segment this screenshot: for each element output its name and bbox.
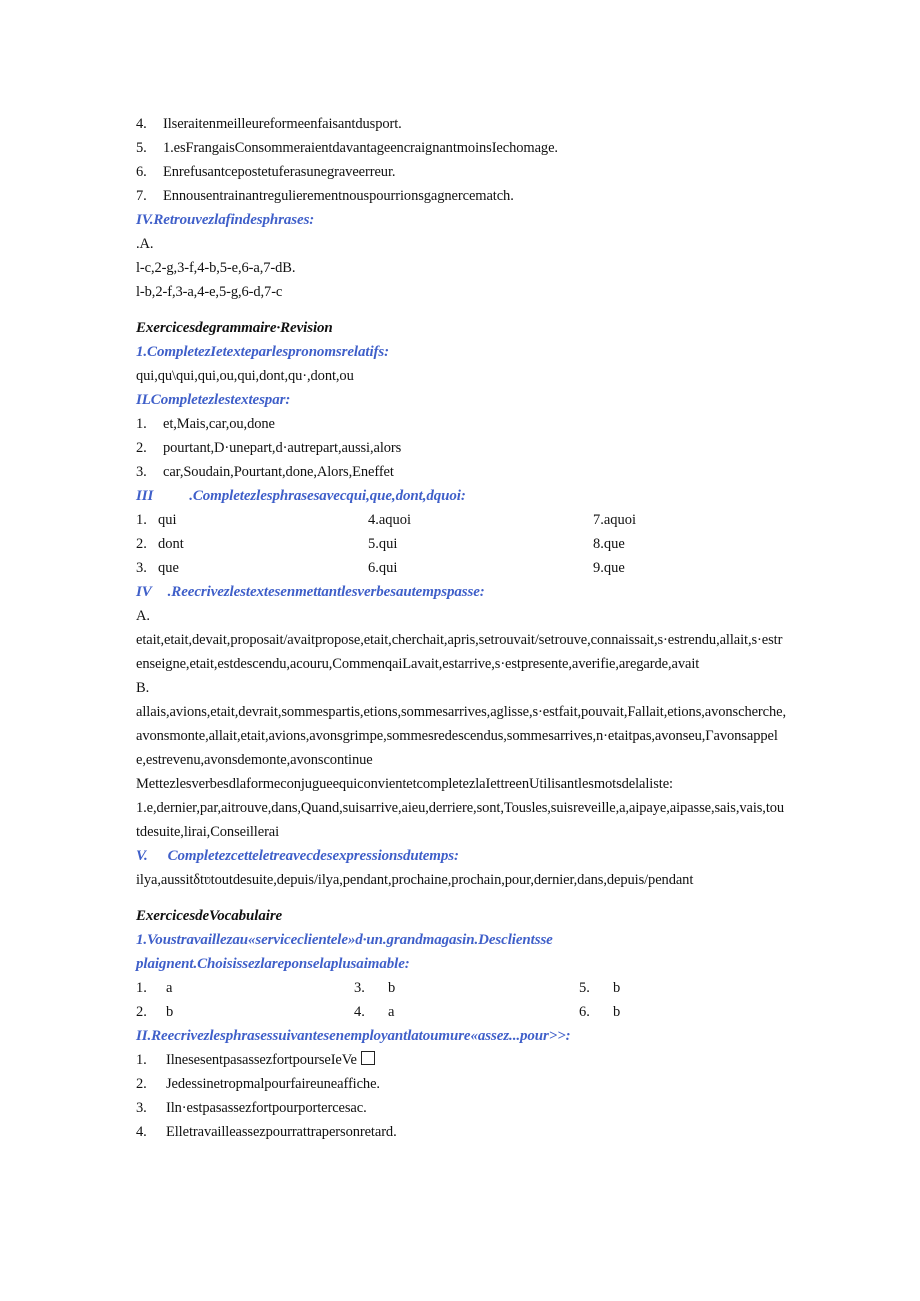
grammar-heading: Exercicesdegrammaire·Revision [136, 320, 333, 336]
list-item: 7. Ennousentrainantregulierementnouspourrionsgagnercematch. [136, 188, 514, 204]
vocab-section-1-title-line2: plaignent.Choisissezlareponselaplusaimable: [136, 956, 410, 972]
answer-line: l-b,2-f,3-a,4-e,5-g,6-d,7-c [136, 284, 283, 300]
grammar-section-2-title: ILCompletezlestextespar: [136, 392, 291, 408]
vocabulary-heading: ExercicesdeVocabulaire [136, 908, 283, 924]
answer-line: .A. [136, 236, 154, 252]
answer-grid-row: 2. dont 5.qui 8.que [136, 536, 625, 552]
list-item: 6. Enrefusantcepostetuferasunegraveerreur. [136, 164, 396, 180]
grammar-section-3-title: III .Completezlesphrasesavecqui,que,dont,dquoi: [136, 488, 466, 504]
part-label: B. [136, 680, 150, 696]
document-content [136, 112, 786, 1144]
list-item: 4. Elletravailleassezpourrattrapersonretard. [136, 1124, 397, 1140]
paragraph-answer-a: etait,etait,devait,proposait/avaitpropose,etait,cherchait,apris,setrouvait/setrouve,connaissait,s·estrendu,allait,s·estrenseigne,etait,estdescendu,acouru,CommenqaiLavait,estarrive,s·estpresente,averifie,aregarde,avait [136, 632, 783, 672]
list-item: 2. pourtant,D·unepart,d·autrepart,aussi,alors [136, 440, 402, 456]
paragraph-answer-b: allais,avions,etait,devrait,sommespartis,etions,sommesarrives,aglisse,s·estfait,pouvait,Fallait,etions,avonscherche,avonsmonte,allait,etait,avions,avonsgrimpe,sommesredescendus,sommesarrives,n·etaitpas,avonseu,Γavonsappele,estrevenu,avonsdemonte,avonscontinue [136, 704, 786, 768]
list-item: 2. Jedessinetropmalpourfaireuneaffiche. [136, 1076, 380, 1092]
grammar-section-5-title: V. Completezcetteletreavecdesexpressionsdutemps: [136, 848, 459, 864]
instruction-line: MettezlesverbesdlaformeconjugueequiconvientetcompletezlaIettreenUtilisantlesmotsdelaliste: [136, 776, 673, 792]
section-title-iv: IV.Retrouvezlafindesphrases: [136, 212, 315, 228]
answer-grid-row: 1. a 3. b 5. b [136, 980, 621, 996]
list-item: 3. car,Soudain,Pourtant,done,Alors,Eneffet [136, 464, 394, 480]
answer-grid-row: 1. qui 4.aquoi 7.aquoi [136, 512, 637, 528]
part-label: A. [136, 608, 150, 624]
list-item: 1. et,Mais,car,ou,done [136, 416, 275, 432]
answer-line: l-c,2-g,3-f,4-b,5-e,6-a,7-dB. [136, 260, 296, 276]
grammar-section-4-title: IV .Reecrivezlestextesenmettantlesverbesautempspasse: [136, 584, 485, 600]
grammar-section-1-answer: qui,qu\qui,qui,ou,qui,dont,qu·,dont,ou [136, 368, 354, 384]
list-item: 5. 1.esFrangaisConsommeraientdavantageencraignantmoinsIechomage. [136, 140, 558, 156]
list-item: 3. Iln·estpasassezfortpourportercesac. [136, 1100, 367, 1116]
answer-grid-row: 2. b 4. a 6. b [136, 1004, 621, 1020]
vocab-section-2-title: II.Reecrivezlesphrasessuivantesenemployantlatoumure«assez...pour>>: [136, 1028, 571, 1044]
grammar-section-1-title: 1.CompletezIetexteparlespronomsrelatifs: [136, 344, 390, 360]
list-item: 4. Ilseraitenmeilleureformeenfaisantdusport. [136, 116, 402, 132]
answer-grid-row: 3. que 6.qui 9.que [136, 560, 625, 576]
paragraph-answer-letter: 1.e,dernier,par,aitrouve,dans,Quand,suisarrive,aieu,derriere,sont,Tousles,suisreveille,a,aipaye,aipasse,sais,vais,toutdesuite,lirai,Conseillerai [136, 800, 785, 840]
box-glyph-icon [361, 1051, 375, 1065]
paragraph-answer-time: ilya,aussitδtʋtoutdesuite,depuis/ilya,pendant,prochaine,prochain,pour,dernier,dans,depuis/pendant [136, 872, 694, 888]
vocab-section-1-title-line1: 1.Voustravaillezau«serviceclientele»d·un.grandmagasin.Desclientsse [136, 932, 553, 948]
list-item: 1. IlnesesentpasassezfortpourseIeVe [136, 1048, 786, 1072]
